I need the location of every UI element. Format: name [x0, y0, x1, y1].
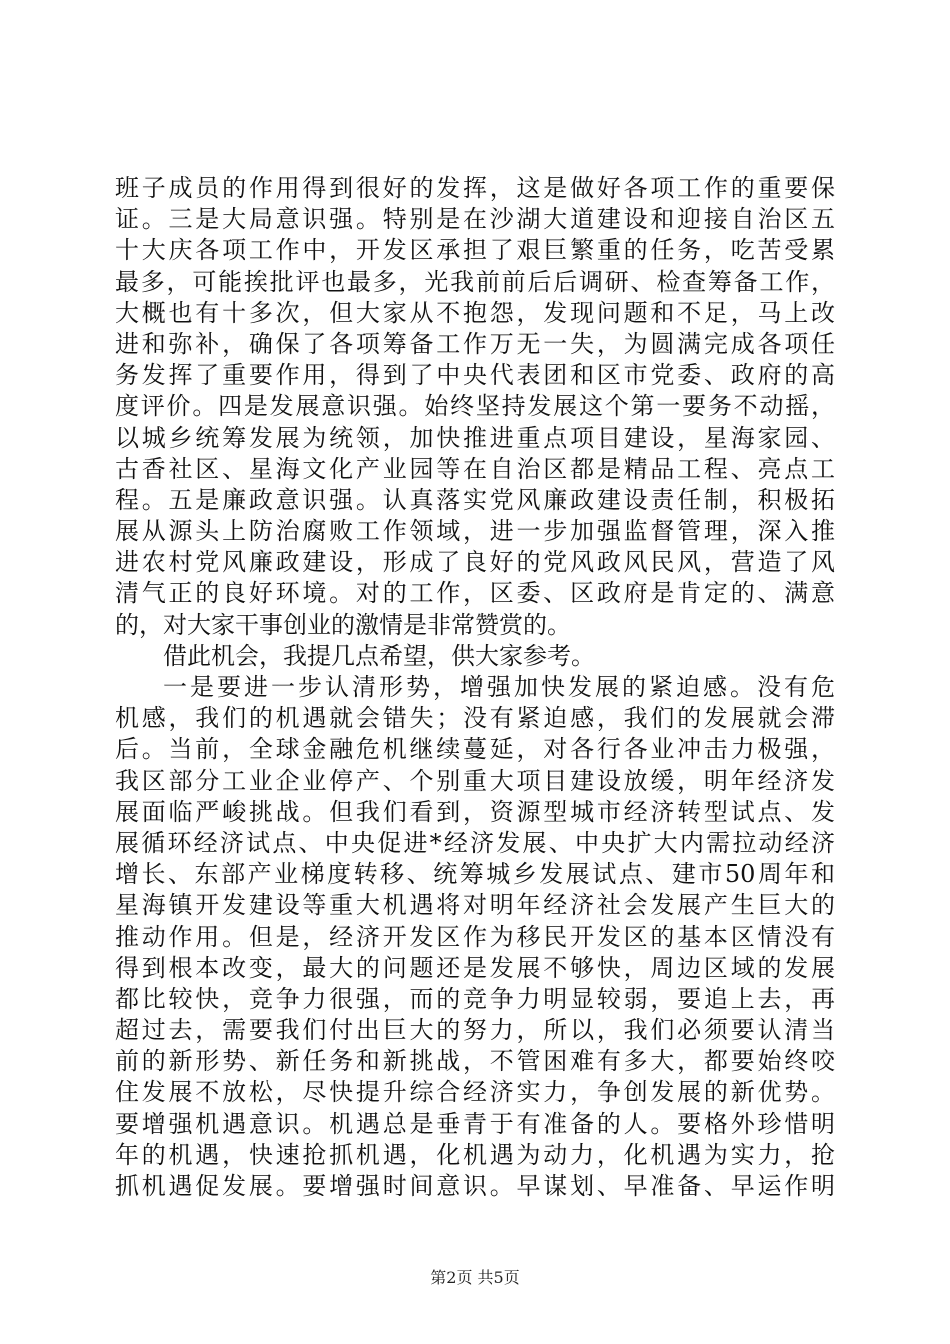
page-number-footer: 第2页 共5页 — [430, 1268, 520, 1287]
body-line: 展从源头上防治腐败工作领域，进一步加强监督管理，深入推 — [115, 517, 835, 546]
body-line: 最多，可能挨批评也最多，光我前前后后调研、检查筹备工作， — [115, 267, 835, 296]
body-line: 展面临严峻挑战。但我们看到，资源型城市经济转型试点、发 — [115, 797, 835, 826]
body-line: 古香社区、星海文化产业园等在自治区都是精品工程、亮点工 — [115, 454, 835, 483]
body-line: 展循环经济试点、中央促进*经济发展、中央扩大内需拉动经济 — [115, 828, 835, 857]
body-line: 抓机遇促发展。要增强时间意识。早谋划、早准备、早运作明 — [115, 1172, 835, 1200]
body-line: 年的机遇，快速抢抓机遇，化机遇为动力，化机遇为实力，抢 — [115, 1140, 835, 1169]
body-line: 度评价。四是发展意识强。始终坚持发展这个第一要务不动摇， — [115, 392, 835, 421]
paragraph-first-line: 借此机会，我提几点希望，供大家参考。 — [163, 641, 595, 670]
body-line: 得到根本改变，最大的问题还是发展不够快，周边区域的发展 — [115, 953, 835, 982]
body-line: 十大庆各项工作中，开发区承担了艰巨繁重的任务，吃苦受累 — [115, 236, 835, 265]
body-line: 前的新形势、新任务和新挑战，不管困难有多大，都要始终咬 — [115, 1047, 835, 1076]
body-line: 住发展不放松，尽快提升综合经济实力，争创发展的新优势。 — [115, 1078, 835, 1107]
body-line: 进和弥补，确保了各项筹备工作万无一失，为圆满完成各项任 — [115, 329, 835, 358]
body-line: 务发挥了重要作用，得到了中央代表团和区市党委、政府的高 — [115, 361, 835, 390]
body-line: 进农村党风廉政建设，形成了良好的党风政风民风，营造了风 — [115, 548, 835, 577]
body-line: 大概也有十多次，但大家从不抱怨，发现问题和不足，马上改 — [115, 298, 835, 327]
body-line: 证。三是大局意识强。特别是在沙湖大道建设和迎接自治区五 — [115, 205, 835, 234]
body-line: 星海镇开发建设等重大机遇将对明年经济社会发展产生巨大的 — [115, 891, 835, 920]
document-body — [115, 173, 835, 1202]
body-line: 我区部分工业企业停产、个别重大项目建设放缓，明年经济发 — [115, 766, 835, 795]
body-line: 要增强机遇意识。机遇总是垂青于有准备的人。要格外珍惜明 — [115, 1109, 835, 1138]
paragraph-first-line: 一是要进一步认清形势，增强加快发展的紧迫感。没有危 — [163, 673, 835, 701]
paragraph-last-line: 的，对大家干事创业的激情是非常赞赏的。 — [115, 610, 571, 639]
body-line: 都比较快，竞争力很强，而的竞争力明显较弱，要追上去，再 — [115, 984, 835, 1013]
body-line: 推动作用。但是，经济开发区作为移民开发区的基本区情没有 — [115, 922, 835, 951]
body-line: 增长、东部产业梯度转移、统筹城乡发展试点、建市50周年和 — [115, 860, 835, 889]
body-line: 超过去，需要我们付出巨大的努力，所以，我们必须要认清当 — [115, 1016, 835, 1045]
body-line: 班子成员的作用得到很好的发挥，这是做好各项工作的重要保 — [115, 174, 835, 202]
body-line: 程。五是廉政意识强。认真落实党风廉政建设责任制，积极拓 — [115, 485, 835, 514]
body-line: 后。当前，全球金融危机继续蔓延，对各行各业冲击力极强， — [115, 735, 835, 764]
body-line: 以城乡统筹发展为统领，加快推进重点项目建设，星海家园、 — [115, 423, 835, 452]
body-line: 清气正的良好环境。对的工作，区委、区政府是肯定的、满意 — [115, 579, 835, 608]
body-line: 机感，我们的机遇就会错失；没有紧迫感，我们的发展就会滞 — [115, 704, 835, 733]
